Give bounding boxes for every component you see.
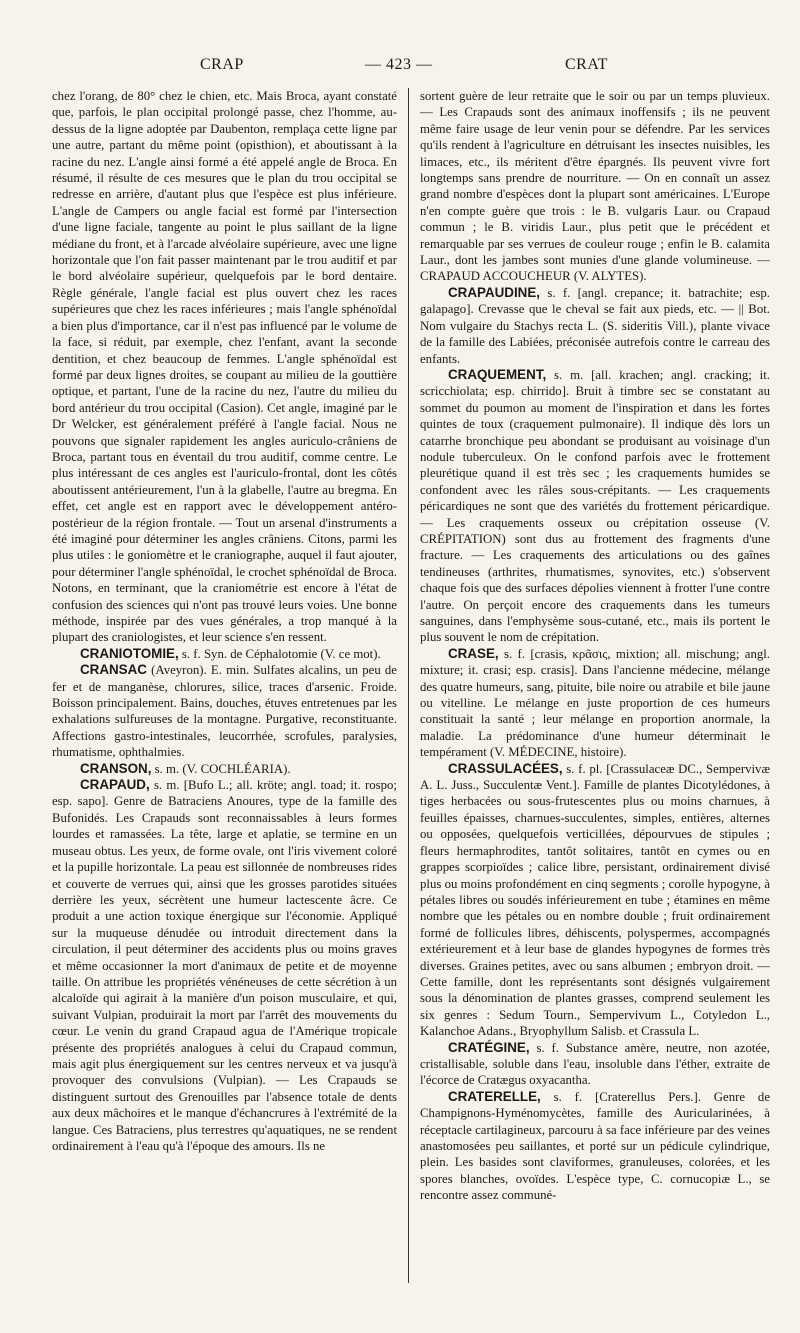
continued-text: sortent guère de leur retraite que le soir ou par un temps pluvieux. — Les Crapauds sont des animaux inoffensifs ; ils ne peuvent même faire usage de leur venin pour se défendre. Par les services qu'ils rendent à l'agriculture en détruisant les insectes nuisibles, les limaces, etc., ils méritent d'être épargnés. Ils peuvent vivre fort longtemps sans prendre de nourriture. — On en connaît un assez grand nombre d'espèces dont la plupart sont américaines. L'Europe n'en compte guère que trois : le B. vulgaris Laur. ou Crapaud commun ; le B. viridis Laur., plus petit que le précédent et remarquable par ses verrues de couleur rouge ; enfin le B. calamita Laur., dont les jambes sont munies d'une glande volumineuse. — CRAPAUD ACCOUCHEUR (V. ALYTES).: [420, 89, 770, 284]
dictionary-entry: [420, 1089, 770, 1204]
entry-body: s. f. [angl. crepance; it. batrachite; esp. galapago]. Crevasse que le cheval se fait aux pieds, etc. — || Bot. Nom vulgaire du Stachys recta L. (S. sideritis Vill.), plante vivace de la famille des Labiées, préconisée autrefois contre le carreau des enfants.: [420, 285, 770, 366]
dictionary-entry: [420, 646, 770, 761]
entry-body: (Aveyron). E. min. Sulfates alcalins, un peu de fer et de manganèse, chlorures, silice, traces d'arsenic. Froide. Boisson principalement. Bains, douches, étuves entretenues par les exhalations sulfureuses de la montagne. Purgative, reconstituante. Affections gastro-intestinales, leucorrhée, scrofules, paralysies, rhumatisme, ophthalmies.: [52, 663, 397, 760]
entry-headword: CRANIOTOMIE,: [80, 645, 179, 661]
entry-body: s. f. [crasis, κρᾶσις, mixtion; all. mischung; angl. mixture; it. crasi; esp. crasis]. Dans l'ancienne médecine, mélange des quatre humeurs, sang, pituite, bile noire ou atrabile et bile jaune ou vitelline. Le mélange en juste proportion de ces humeurs constituait la santé ; leur mélange en proportion anormale, la maladie. La prédominance d'une humeur déterminait le tempérament (V. MÉDECINE, histoire).: [420, 646, 770, 760]
entry-body: s. f. Syn. de Céphalotomie (V. ce mot).: [178, 646, 381, 661]
dictionary-entry: [420, 1040, 770, 1089]
continued-text: chez l'orang, de 80° chez le chien, etc. Mais Broca, ayant constaté que, parfois, le plan occipital prolongé passe, chez l'homme, au-dessus de la ligne adoptée par Daubenton, remplaça cette ligne par une autre, partant du même point (opisthion), et aboutissant à la racine du nez. L'angle ainsi formé a été appelé angle de Broca. En résumé, il résulte de ces mesures que le plan du trou occipital se redresse en arrière, d'autant plus que l'espèce est plus inférieure. L'angle de Campers ou angle facial est formé par l'intersection d'une ligne faciale, tangente au point le plus saillant de la ligne médiane du front, et à l'arcade alvéolaire supérieure, avec une ligne horizontale que l'on fait passer maintenant par le trou auditif et par le bord alvéolaire supérieur, quelquefois par le bord dentaire. Règle générale, l'angle facial est plus ouvert chez les races supérieures que chez les races inférieures ; mais l'angle sphénoïdal a bien plus d'importance, car il n'est pas influencé par le volume de la face, si réduit, par exemple, chez l'enfant, avant la seconde dentition, et chez beaucoup de femmes. L'angle sphénoïdal est formé par deux lignes droites, se coupant au milieu de la gouttière optique, et partant, l'une de la racine du nez, l'autre du milieu du bord antérieur du trou occipital (Casion). Cet angle, imaginé par le Dr Welcker, est généralement préféré à l'angle facial. Nous ne pouvons que signaler rapidement les angles auriculo-crâniens de Broca, partant tous en éventail du trou auditif, comme centre. Le plus intéressant de ces angles est l'auriculo-frontal, dont les côtés aboutissent antérieurement, l'un à la glabelle, l'autre au bregma. En effet, cet angle est en rapport avec le développement antéro-postérieur de la région frontale. — Tout un arsenal d'instruments a été imaginé pour déterminer les angles crâniens. Citons, parmi les plus utiles : le goniomètre et le craniographe, auquel il faut ajouter, pour déterminer l'angle sphénoïdal, le crochet sphénoïdal de Broca. Notons, en terminant, que la craniométrie est encore à l'état de confusion des sciences qui n'ont pas trouvé leurs voies. Une bonne méthode, inspirée par des vues générales, a trop manqué à la plupart des craniologistes, et leur science s'en ressent.: [52, 89, 397, 645]
dictionary-entry: [420, 367, 770, 646]
dictionary-entry: [52, 662, 397, 760]
entry-headword: CRASE,: [448, 645, 499, 661]
running-head: [0, 56, 800, 80]
column-rule: [408, 88, 409, 1283]
page-number: — 423 —: [365, 56, 433, 73]
right-column: [420, 88, 770, 1288]
running-head-left: CRAP: [200, 56, 244, 73]
entry-headword: CRAPAUD,: [80, 777, 150, 793]
dictionary-entry: [52, 777, 397, 1154]
dictionary-entry: [52, 761, 397, 777]
entry-body: s. m. (V. COCHLÉARIA).: [151, 761, 291, 776]
entry-body: s. m. [all. krachen; angl. cracking; it. scricchiolata; esp. chirrido]. Bruit à timbre sec se constatant au sommet du poumon au moment de l'inspiration et dans les fortes quintes de toux (craquement pulmonaire). Il indique dès lors un catarrhe bronchique peu abondant se produisant au voisinage d'un nodule tuberculeux. On le confond parfois avec le frottement pleurétique quand il est très sec ; les craquements humides se confondent avec les râles sous-crépitants. — Les craquements péricardiques ne sont que des variétés du frottement péricardique. — Les craquements osseux ou crépitation osseuse (V. CRÉPITATION) sont dus au frottement des fragments d'une fracture. — Les craquements des articulations ou des gaînes tendineuses (arthrites, rhumatismes, synovites, etc.) s'observent chaque fois que des surfaces dépolies viennent à frotter l'une contre l'autre. On perçoit encore des craquements dans les tumeurs sanguines, dans l'emphysème sous-cutané, etc., mais ils portent le plus souvent le nom de crépitation.: [420, 367, 770, 645]
dictionary-entry: [420, 761, 770, 1040]
running-head-right: CRAT: [565, 56, 608, 73]
entry-headword: CRANSON,: [80, 760, 152, 776]
entry-headword: CRATÉGINE,: [448, 1039, 530, 1055]
entry-headword: CRAQUEMENT,: [448, 366, 547, 382]
entry-headword: CRASSULACÉES,: [448, 760, 563, 776]
entry-headword: CRAPAUDINE,: [448, 284, 541, 300]
entry-headword: CRATERELLE,: [448, 1088, 541, 1104]
entry-body: s. f. Substance amère, neutre, non azotée, cristallisable, soluble dans l'eau, insoluble dans l'éther, extraite de l'écorce de Cratægus oxyacantha.: [420, 1040, 770, 1088]
dictionary-entry: [52, 646, 397, 662]
dictionary-entry: [420, 285, 770, 367]
entry-body: s. f. [Craterellus Pers.]. Genre de Champignons-Hyménomycètes, famille des Auricularinées, à réceptacle cartilagineux, parcouru à sa face inférieure par des veines anastomosées peu saillantes, et porté sur un pédicule cylindrique, plein. Les basides sont claviformes, granuleuses, colorées, et les spores blanches, ovoïdes. L'espèce type, C. cornucopiæ L., se rencontre assez communé-: [420, 1089, 770, 1203]
entry-body: s. m. [Bufo L.; all. kröte; angl. toad; it. rospo; esp. sapo]. Genre de Batraciens Anoures, type de la famille des Bufonidés. Les Crapauds sont reconnaissables à leurs formes lourdes et ramassées. La tête, large et aplatie, se termine en un museau obtus. Les yeux, de forme ovale, ont l'iris vivement coloré et la pupille horizontale. La peau est sillonnée de nombreuses rides et couverte de verrues qui, ainsi que les grosses parotides situées derrière les yeux, sécrètent une humeur lactescente âcre. Ce produit a une action toxique énergique sur l'économie. Appliqué sur la muqueuse dénudée ou introduit directement dans la circulation, il peut déterminer des accidents plus ou moins graves et même occasionner la mort d'animaux de petite et de moyenne taille. On attribue les propriétés vénéneuses de cette sécrétion à un alcaloïde qui agirait à la manière d'un poison musculaire, et qui, suivant Vulpian, produirait la mort par l'arrêt des mouvements du cœur. Le venin du grand Crapaud agua de l'Amérique tropicale présente des propriétés analogues à celui du Crapaud commun, mais agit plus énergiquement sur les centres nerveux et va jusqu'à provoquer des convulsions (Vulpian). — Les Crapauds se distinguent surtout des Grenouilles par l'absence totale de dents aux deux mâchoires et le manque d'échancrures à l'extrémité de la langue. Ces Batraciens, plus terrestres qu'aquatiques, ne se rendent ordinairement à l'eau qu'à l'époque des amours. Ils ne: [52, 778, 397, 1153]
left-column: [52, 88, 397, 1288]
entry-body: s. f. pl. [Crassulaceæ DC., Sempervivæ A. L. Juss., Succulentæ Vent.]. Famille de plantes Dicotylédones, à tiges herbacées ou sous-frutescentes plus ou moins charnues, à feuilles épaisses, charnues-succulentes, simples, entières, alternes ou opposées, quelquefois verticillées, dépourvues de stipules ; fleurs hermaphrodites, tantôt solitaires, tantôt en cymes ou en grappes scorpioïdes ; calice libre, persistant, ordinairement divisé plus ou moins profondément en cinq segments ; corolle hypogyne, à pétales libres ou soudés inférieurement en tube ; étamines en même nombre que les pétales ou en nombre double ; fruit ordinairement formé de follicules libres, déhiscents, polyspermes, accompagnés extérieurement et à leur base de glandes hypogynes de formes très diverses. Graines petites, avec ou sans albumen ; embryon droit. — Cette famille, dont les représentants sont désignés vulgairement sous la dénomination de plantes grasses, comprend seulement les six genres : Sedum Tourn., Sempervivum L., Cotyledon L., Kalanchoe Adans., Bryophyllum Salisb. et Crassula L.: [420, 761, 770, 1039]
entry-headword: CRANSAC: [80, 662, 147, 678]
